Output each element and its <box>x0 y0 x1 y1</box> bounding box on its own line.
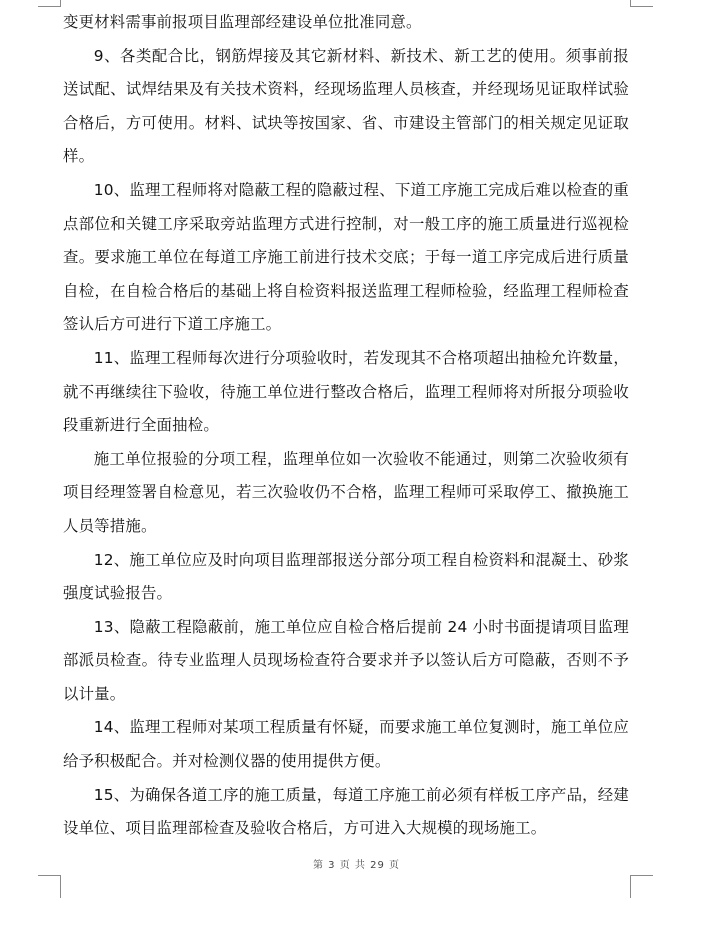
paragraph: 12、施工单位应及时向项目监理部报送分部分项工程自检资料和混凝土、砂浆强度试验报告。 <box>63 550 629 603</box>
paragraph: 14、监理工程师对某项工程质量有怀疑，而要求施工单位复测时，施工单位应给予积极配合。并对检测仪器的使用提供方便。 <box>63 718 629 771</box>
page-number-footer: 第 3 页 共 29 页 <box>313 860 400 871</box>
paragraph: 11、监理工程师每次进行分项验收时，若发现其不合格项超出抽检允许数量，就不再继续往下验收，待施工单位进行整改合格后，监理工程师将对所报分项验收段重新进行全面抽检。 <box>63 348 629 435</box>
paragraph: 9、各类配合比，钢筋焊接及其它新材料、新技术、新工艺的使用。须事前报送试配、试焊结果及有关技术资料，经现场监理人员核查，并经现场见证取样试验合格后，方可使用。材料、试块等按国家、省、市建设主管部门的相关规定见证取样。 <box>63 46 629 166</box>
paragraph: 施工单位报验的分项工程，监理单位如一次验收不能通过，则第二次验收须有项目经理签署自检意见，若三次验收仍不合格，监理工程师可采取停工、撤换施工人员等措施。 <box>63 449 629 535</box>
margin-mark-bottom-right <box>630 875 653 898</box>
margin-mark-bottom-left <box>38 875 61 898</box>
paragraph: 15、为确保各道工序的施工质量，每道工序施工前必须有样板工序产品，经建设单位、项目监理部检查及验收合格后，方可进入大规模的现场施工。 <box>63 785 629 838</box>
margin-mark-top-left <box>38 0 61 7</box>
margin-mark-top-right <box>630 0 653 7</box>
paragraph: 13、隐蔽工程隐蔽前，施工单位应自检合格后提前 24 小时书面提请项目监理部派员检查。待专业监理人员现场检查符合要求并予以签认后方可隐蔽，否则不予以计量。 <box>63 617 629 703</box>
document-body <box>63 6 629 846</box>
paragraph: 10、监理工程师将对隐蔽工程的隐蔽过程、下道工序施工完成后难以检查的重点部位和关键工序采取旁站监理方式进行控制，对一般工序的施工质量进行巡视检查。要求施工单位在每道工序施工前进行技术交底；于每一道工序完成后进行质量自检，在自检合格后的基础上将自检资料报送监理工程师检验，经监理工程师检查签认后方可进行下道工序施工。 <box>63 180 629 334</box>
paragraph: 变更材料需事前报项目监理部经建设单位批准同意。 <box>63 13 422 31</box>
